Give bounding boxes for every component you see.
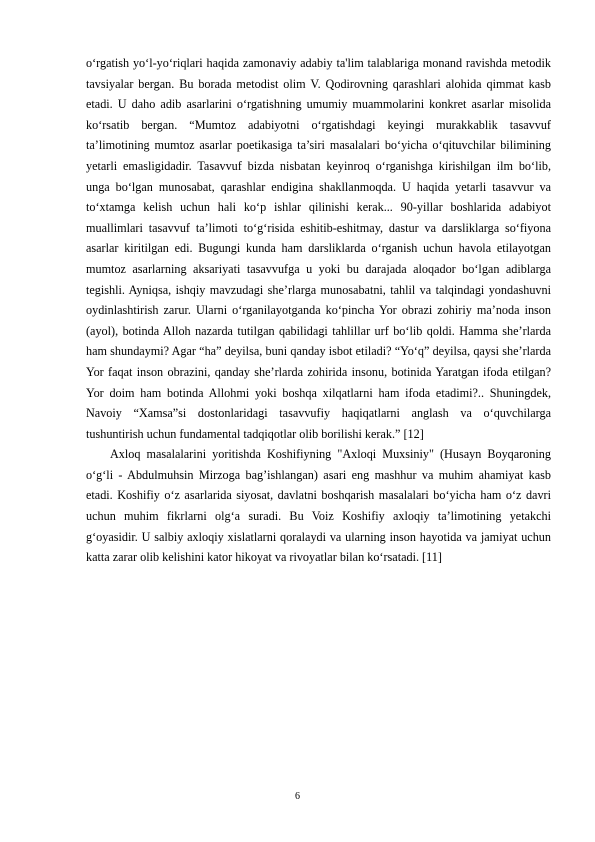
paragraph-2: Axloq masalalarini yoritishda Koshifiyning "Axloqi Muxsiniy" (Husayn Boyqaroning o‘g‘li - Abdulmuhsin Mirzoga bag’ishlangan) asari eng mashhur va muhim ahamiyat kasb etadi. Koshifiy o‘z asarlarida siyosat, davlatni boshqarish masalalari bo‘yicha ham o‘z davri uchun muhim fikrlarni olg‘a suradi. Bu Voiz Koshifiy axloqiy ta’limotining yetakchi g‘oyasidir. U salbiy axloqiy xislatlarni qoralaydi va ularning inson hayotida va jamiyat uchun katta zarar olib kelishini kator hikoyat va rivoyatlar bilan ko‘rsatadi. [11]	[86, 447, 551, 565]
page-number: 6	[295, 791, 300, 802]
page-body	[86, 53, 551, 568]
paragraph-1: o‘rgatish yo‘l-yo‘riqlari haqida zamonaviy adabiy ta'lim talablariga monand ravishda metodik tavsiyalar bergan. Bu borada metodist olim V. Qodirovning qarashlari alohida qimmat kasb etadi. U daho adib asarlarini o‘rgatishning umumiy muammolarini konkret asarlar misolida ko‘rsatib bergan. “Mumtoz adabiyotni o‘rgatishdagi keyingi murakkablik tasavvuf ta’limotining mumtoz asarlar poetikasiga ta’siri masalalari bo‘yicha o‘qituvchilar bilimining yetarli emasligidadir. Tasavvuf bizda nisbatan keyinroq o‘rganishga kirishilgan ilm bo‘lib, unga bo‘lgan munosabat, qarashlar endigina shakllanmoqda. U haqida yetarli tasavvur va to‘xtamga kelish uchun hali ko‘p ishlar qilinishi kerak... 90-yillar boshlarida adabiyot muallimlari tasavvuf ta’limoti to‘g‘risida eshitib-eshitmay, dastur va darsliklarga so‘fiyona asarlar kiritilgan edi. Bugungi kunda ham darsliklarda o‘rganish uchun havola etilayotgan mumtoz asarlarning aksariyati tasavvufga u yoki bu darajada aloqador bo‘lgan adiblarga tegishli. Ayniqsa, ishqiy mavzudagi she’rlarga munosabatni, tahlil va talqindagi yondashuvni oydinlashtirish zarur. Ularni o‘rganilayotganda ko‘pincha Yor obrazi zohiriy ma’noda inson (ayol), botinda Alloh nazarda tutilgan qabilidagi tahlillar urf bo‘lib qoldi. Hamma she’rlarda ham shundaymi? Agar “ha” deyilsa, buni qanday isbot etiladi? “Yo‘q” deyilsa, qaysi she’rlarda Yor faqat inson obrazini, qanday she’rlarda zohirida insonu, botinida Yaratgan ifoda etilgan? Yor doim ham botinda Allohmi yoki boshqa xilqatlarni ham ifoda etadimi?.. Shuningdek, Navoiy “Xamsa”si dostonlaridagi tasavvufiy haqiqatlarni anglash va o‘quvchilarga tushuntirish uchun fundamental tadqiqotlar olib borilishi kerak.” [12]	[86, 56, 551, 441]
